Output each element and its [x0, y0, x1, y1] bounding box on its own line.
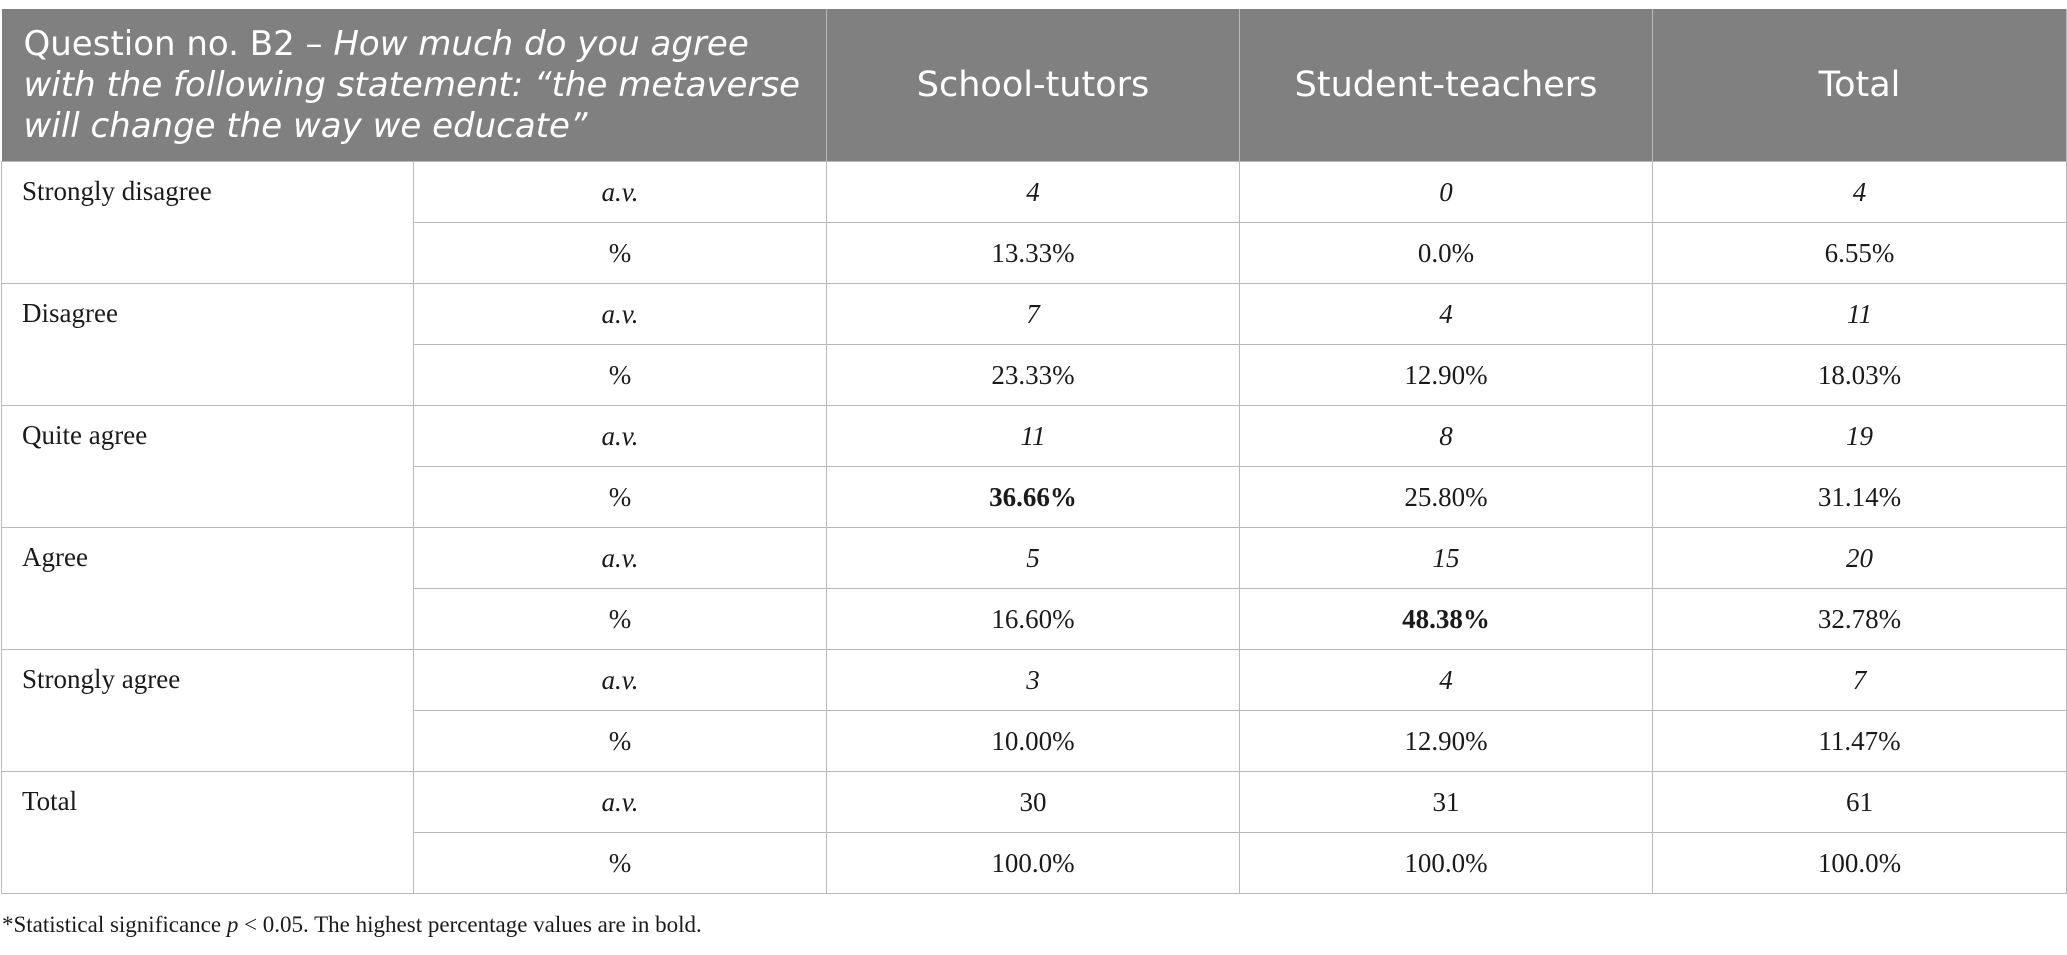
footnote-p-symbol: p — [226, 912, 239, 937]
row-label: Quite agree — [2, 406, 414, 528]
measure-label: % — [414, 833, 827, 894]
table-cell: 12.90% — [1240, 345, 1653, 406]
table-cell: 30 — [827, 772, 1240, 833]
table-cell: 36.66% — [827, 467, 1240, 528]
table-cell: 0.0% — [1240, 223, 1653, 284]
row-label: Strongly disagree — [2, 162, 414, 284]
table-row — [2, 162, 2067, 223]
row-label: Agree — [2, 528, 414, 650]
column-header-student-teachers: Student-teachers — [1240, 9, 1653, 162]
table-cell: 32.78% — [1653, 589, 2067, 650]
footnote-prefix: *Statistical significance — [2, 912, 227, 937]
table-row — [2, 772, 2067, 833]
measure-label: a.v. — [414, 162, 827, 223]
table-cell: 61 — [1653, 772, 2067, 833]
table-cell: 25.80% — [1240, 467, 1653, 528]
results-table — [1, 9, 2067, 894]
table-cell: 6.55% — [1653, 223, 2067, 284]
measure-label: % — [414, 223, 827, 284]
table-cell: 4 — [1653, 162, 2067, 223]
question-prefix: Question no. B2 – — [23, 23, 334, 64]
table-cell: 7 — [827, 284, 1240, 345]
table-row — [2, 650, 2067, 711]
table-cell: 100.0% — [1240, 833, 1653, 894]
row-label: Strongly agree — [2, 650, 414, 772]
footnote — [2, 912, 702, 938]
header-row — [2, 9, 2067, 162]
table-cell: 4 — [827, 162, 1240, 223]
row-label: Total — [2, 772, 414, 894]
table-row — [2, 406, 2067, 467]
table-cell: 16.60% — [827, 589, 1240, 650]
table-cell: 31 — [1240, 772, 1653, 833]
measure-label: a.v. — [414, 772, 827, 833]
column-header-school-tutors: School-tutors — [827, 9, 1240, 162]
table-cell: 4 — [1240, 650, 1653, 711]
measure-label: % — [414, 589, 827, 650]
measure-label: % — [414, 467, 827, 528]
row-label: Disagree — [2, 284, 414, 406]
measure-label: a.v. — [414, 528, 827, 589]
table-cell: 100.0% — [827, 833, 1240, 894]
table-cell: 13.33% — [827, 223, 1240, 284]
table-cell: 20 — [1653, 528, 2067, 589]
table-cell: 7 — [1653, 650, 2067, 711]
table-cell: 3 — [827, 650, 1240, 711]
question-text: How much do you agree with the following statement: “the metaverse will change the way we educate” — [23, 23, 801, 146]
table-cell: 11.47% — [1653, 711, 2067, 772]
table-cell: 11 — [827, 406, 1240, 467]
table-cell: 48.38% — [1240, 589, 1653, 650]
table-cell: 15 — [1240, 528, 1653, 589]
question-header — [2, 9, 827, 162]
table-cell: 23.33% — [827, 345, 1240, 406]
table-cell: 0 — [1240, 162, 1653, 223]
table-body — [2, 162, 2067, 894]
table-cell: 4 — [1240, 284, 1653, 345]
measure-label: % — [414, 711, 827, 772]
measure-label: % — [414, 345, 827, 406]
table-cell: 10.00% — [827, 711, 1240, 772]
measure-label: a.v. — [414, 284, 827, 345]
table-row — [2, 528, 2067, 589]
table-cell: 8 — [1240, 406, 1653, 467]
footnote-suffix: < 0.05. The highest percentage values are in bold. — [238, 912, 702, 937]
table-cell: 5 — [827, 528, 1240, 589]
measure-label: a.v. — [414, 406, 827, 467]
table-cell: 18.03% — [1653, 345, 2067, 406]
measure-label: a.v. — [414, 650, 827, 711]
table-cell: 19 — [1653, 406, 2067, 467]
table-cell: 31.14% — [1653, 467, 2067, 528]
table-cell: 100.0% — [1653, 833, 2067, 894]
table-cell: 11 — [1653, 284, 2067, 345]
column-header-total: Total — [1653, 9, 2067, 162]
table-cell: 12.90% — [1240, 711, 1653, 772]
table-row — [2, 284, 2067, 345]
